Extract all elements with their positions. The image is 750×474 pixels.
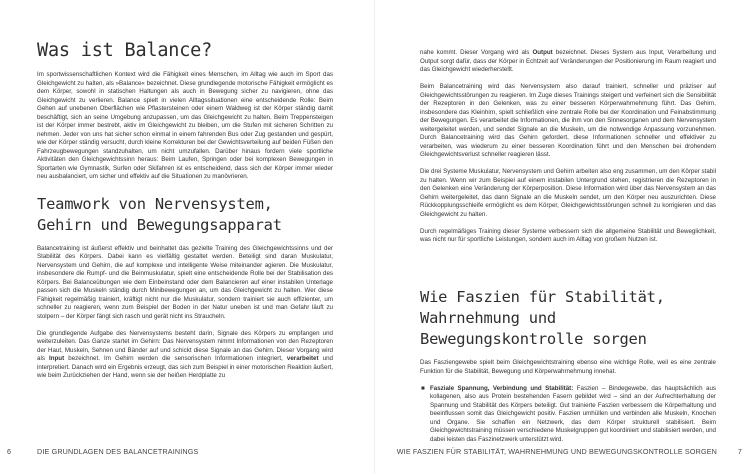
paragraph-drei-systeme: Die drei Systeme Muskulatur, Nervensystem und Gehirn arbeiten also eng zusammen, um den Körper stabil zu halten. Wenn wir zum Beispiel auf einem instabilen Untergrund stehen, registrieren die Rezeptoren in den Gelenken eine Veränderung der Körperposition. Diese Information wird über das Nervensystem an das Gehirn weitergeleitet, das dann Signale an die Muskeln sendet, um den Körper neu auszurichten. Diese Rückkopplungsschleife ermöglicht es dem Körper, Gleichgewichtsstörungen schnell zu korrigieren und das Gleichgewicht zu halten. (420, 168, 716, 218)
paragraph-nervensystem-part-d: und interpretiert. Danach wird ein Ergebnis erzeugt, das sich zum Beispiel in einer motorischen Reaktion äußert, wie beim Zurückziehen der Hand, wenn sie der heißen Herdplatte zu (37, 355, 333, 379)
list-item (420, 385, 716, 445)
paragraph-fasziengewebe: Das Fasziengewebe spielt beim Gleichgewichtstraining ebenso eine wichtige Rolle, weil es eine zentrale Funktion für die Stabilität, Bewegung und Körperwahrnehmung innehat. (420, 359, 716, 375)
term-verarbeitet: verarbeitet (286, 355, 319, 362)
paragraph-output-part-a: nahe kommt. Dieser Vorgang wird als (420, 49, 533, 56)
right-page-lower-column (420, 287, 716, 444)
paragraph-nervensystem-part-a: Die grundlegende Aufgabe des Nervensystems besteht darin, Signale des Körpers zu empfangen und weiterzuleiten. Das Ganze startet im Gehirn: Das Nervensystem nimmt Informationen von den Rezeptoren der Haut, Muskeln, Sehnen und Bänder auf und schickt diese Signale an das Gehirn. Dieser Vorgang wird als (37, 329, 333, 362)
running-footer-left: DIE GRUNDLAGEN DES BALANCETRAININGS (37, 447, 199, 456)
bullet-text: Faszien – Bindegewebe, das hauptsächlich aus kollagenen, also aus Protein bestehenden Fasern gebildet wird – sind an der Aufrechterhaltung der Spannung und Stabilität des Körpers beteiligt. Gut trainierte Faszien verbessern die Körperhaltung und beeinflussen somit das Gleichgewicht positiv. Faszien umhüllen und verbinden alle Muskeln, Knochen und Organe. Sie schaffen ein Netzwerk, das dem Körper strukturell stabilisiert. Beim Gleichgewichtstraining müssen verschiedene Muskelgruppen gut koordiniert und stabilisiert werden, und dabei leisten das Faszinetzwerk unterstützt wird. (430, 384, 716, 443)
running-footer-right: WIE FASZIEN FÜR STABILITÄT, WAHRNEHMUNG UND BEWEGUNGSKONTROLLE SORGEN (396, 447, 717, 456)
paragraph-nervensystem-part-c: bezeichnet. Im Gehirn werden die sensorischen Informationen integriert, (64, 355, 287, 362)
paragraph-regelmaessiges-training: Durch regelmäßiges Training dieser Systeme verbessern sich die allgemeine Stabilität und Beweglichkeit, was nicht nur für sportliche Leistungen, sondern auch im Alltag von großem Nutzen ist. (420, 227, 716, 243)
right-page-column (420, 49, 716, 253)
paragraph-balance-intro: Im sportwissenschaftlichen Kontext wird die Fähigkeit eines Menschen, im Alltag wie auch im Sport das Gleichgewicht zu halten, als »Balance« bezeichnet. Diese grundlegende motorische Fähigkeit ermöglicht es dem Körper, sowohl in statischen Haltungen als auch in Bewegung sicher zu navigieren, ohne das Gleichgewicht zu verlieren. Balance spielt in vielen Alltagssituationen eine entscheidende Rolle: Beim Gehen auf unebenen Oberflächen wie Pflastersteinen oder einem Waldweg ist der Körper ständig damit beschäftigt, sich an seine Umgebung anzupassen, um das Gleichgewicht zu halten. Beim Treppensteigen ist der Körper immer bestrebt, aktiv im Gleichgewicht zu bleiben, um die Stufen mit sicheren Schritten zu nehmen. Jeder von uns hat sicher schon einmal in einem fahrenden Bus oder Zug gestanden und gespürt, wie der Körper ständig versucht, durch kleine Korrekturen bei der Gewichtsverteilung auf beiden Füßen den Fahrzeugbewegungen standzuhalten, um nicht umzufallen. Darüber hinaus fordern viele sportliche Aktivitäten den Gleichgewichtssinn heraus: Beim Laufen, Springen oder bei komplexen Bewegungen in Sportarten wie Gymnastik, Surfen oder Skifahren ist es entscheidend, dass sich der Körper immer wieder neu ausbalanciert, um sicher und effektiv auf die Situationen zu manövrieren. (37, 71, 333, 180)
square-bullet-icon: ■ (421, 384, 425, 392)
page-number-right: 7 (737, 447, 742, 456)
bullet-list (420, 385, 716, 445)
page-number-left: 6 (7, 447, 12, 456)
paragraph-nervensystem (37, 330, 333, 381)
paragraph-output-part-c: bezeichnet. Dieses System aus Input, Verarbeitung und Output sorgt dafür, dass der Körper in Echtzeit auf Veränderungen der Positionierung im Raum reagiert und das Gleichgewicht wiederherstellt. (420, 49, 717, 73)
paragraph-balancetraining: Balancetraining ist äußerst effektiv und beinhaltet das gezielte Training des Gleichgewichtssinns und der Stabilität des Körpers. Dabei kann es vielfältig gestaltet werden. Beteiligt sind daran Muskulatur, Nervensystem und Gehirn, die auf komplexe und intelligente Weise miteinander agieren. Die Muskulatur, insbesondere die Rumpf- und die Beinmuskulatur, spielt eine entscheidende Rolle bei der Stabilisation des Körpers. Bei Balanceübungen wie dem Einbeinstand oder dem Balancieren auf einer instabilen Unterlage passen sich die Muskeln ständig durch Minibewegungen an, um das Gleichgewicht zu halten. Wer diese Fähigkeit regelmäßig trainiert, kräftigt nicht nur die Muskulatur, sondern trainiert sie auch effizienter, um schneller zu reagieren, wenn zum Beispiel der Boden in der Natur uneben ist und man Gefahr läuft zu stolpern – der Körper fängt sich rasch und gerät nicht ins Straucheln. (37, 244, 333, 320)
heading-was-ist-balance: Was ist Balance? (37, 40, 213, 61)
page-gutter (374, 0, 375, 474)
paragraph-output (420, 49, 716, 75)
term-input: Input (49, 355, 65, 362)
heading-teamwork: Teamwork von Nervensystem, Gehirn und Bewegungsapparat (37, 194, 282, 234)
heading-faszien: Wie Faszien für Stabilität, Wahrnehmung und Bewegungskontrolle sorgen (420, 288, 665, 348)
term-output: Output (532, 49, 553, 56)
bullet-title: Fasziale Spannung, Verbindung und Stabilität: (430, 384, 574, 392)
left-page-column (37, 40, 333, 389)
paragraph-nervensystem-training: Beim Balancetraining wird das Nervensystem also darauf trainiert, schneller und präziser auf Gleichgewichtsstörungen zu reagieren. Im Zuge dieses Trainings steigert und verfeinert sich die Sensibilität der Rezeptoren in den Gelenken, was zu einer besseren Körperwahrnehmung führt. Das Gehirn, insbesondere das Kleinhirn, spielt schließlich eine zentrale Rolle bei der Koordination und Feinabstimmung der Bewegungen. Es verarbeitet die Informationen, die ihm von den Sinnesorganen und dem Nervensystem weitergeleitet werden, und sendet Signale an die Muskeln, um die notwendige Anpassung vorzunehmen. Durch Balancetraining wird das Gehirn gefordert, diese Informationen schneller und effektiver zu verarbeiten, was wiederum zu einer besseren Koordination führt und den Menschen bei drohendem Gleichgewichtsverlust schneller reagieren lässt. (420, 83, 716, 158)
